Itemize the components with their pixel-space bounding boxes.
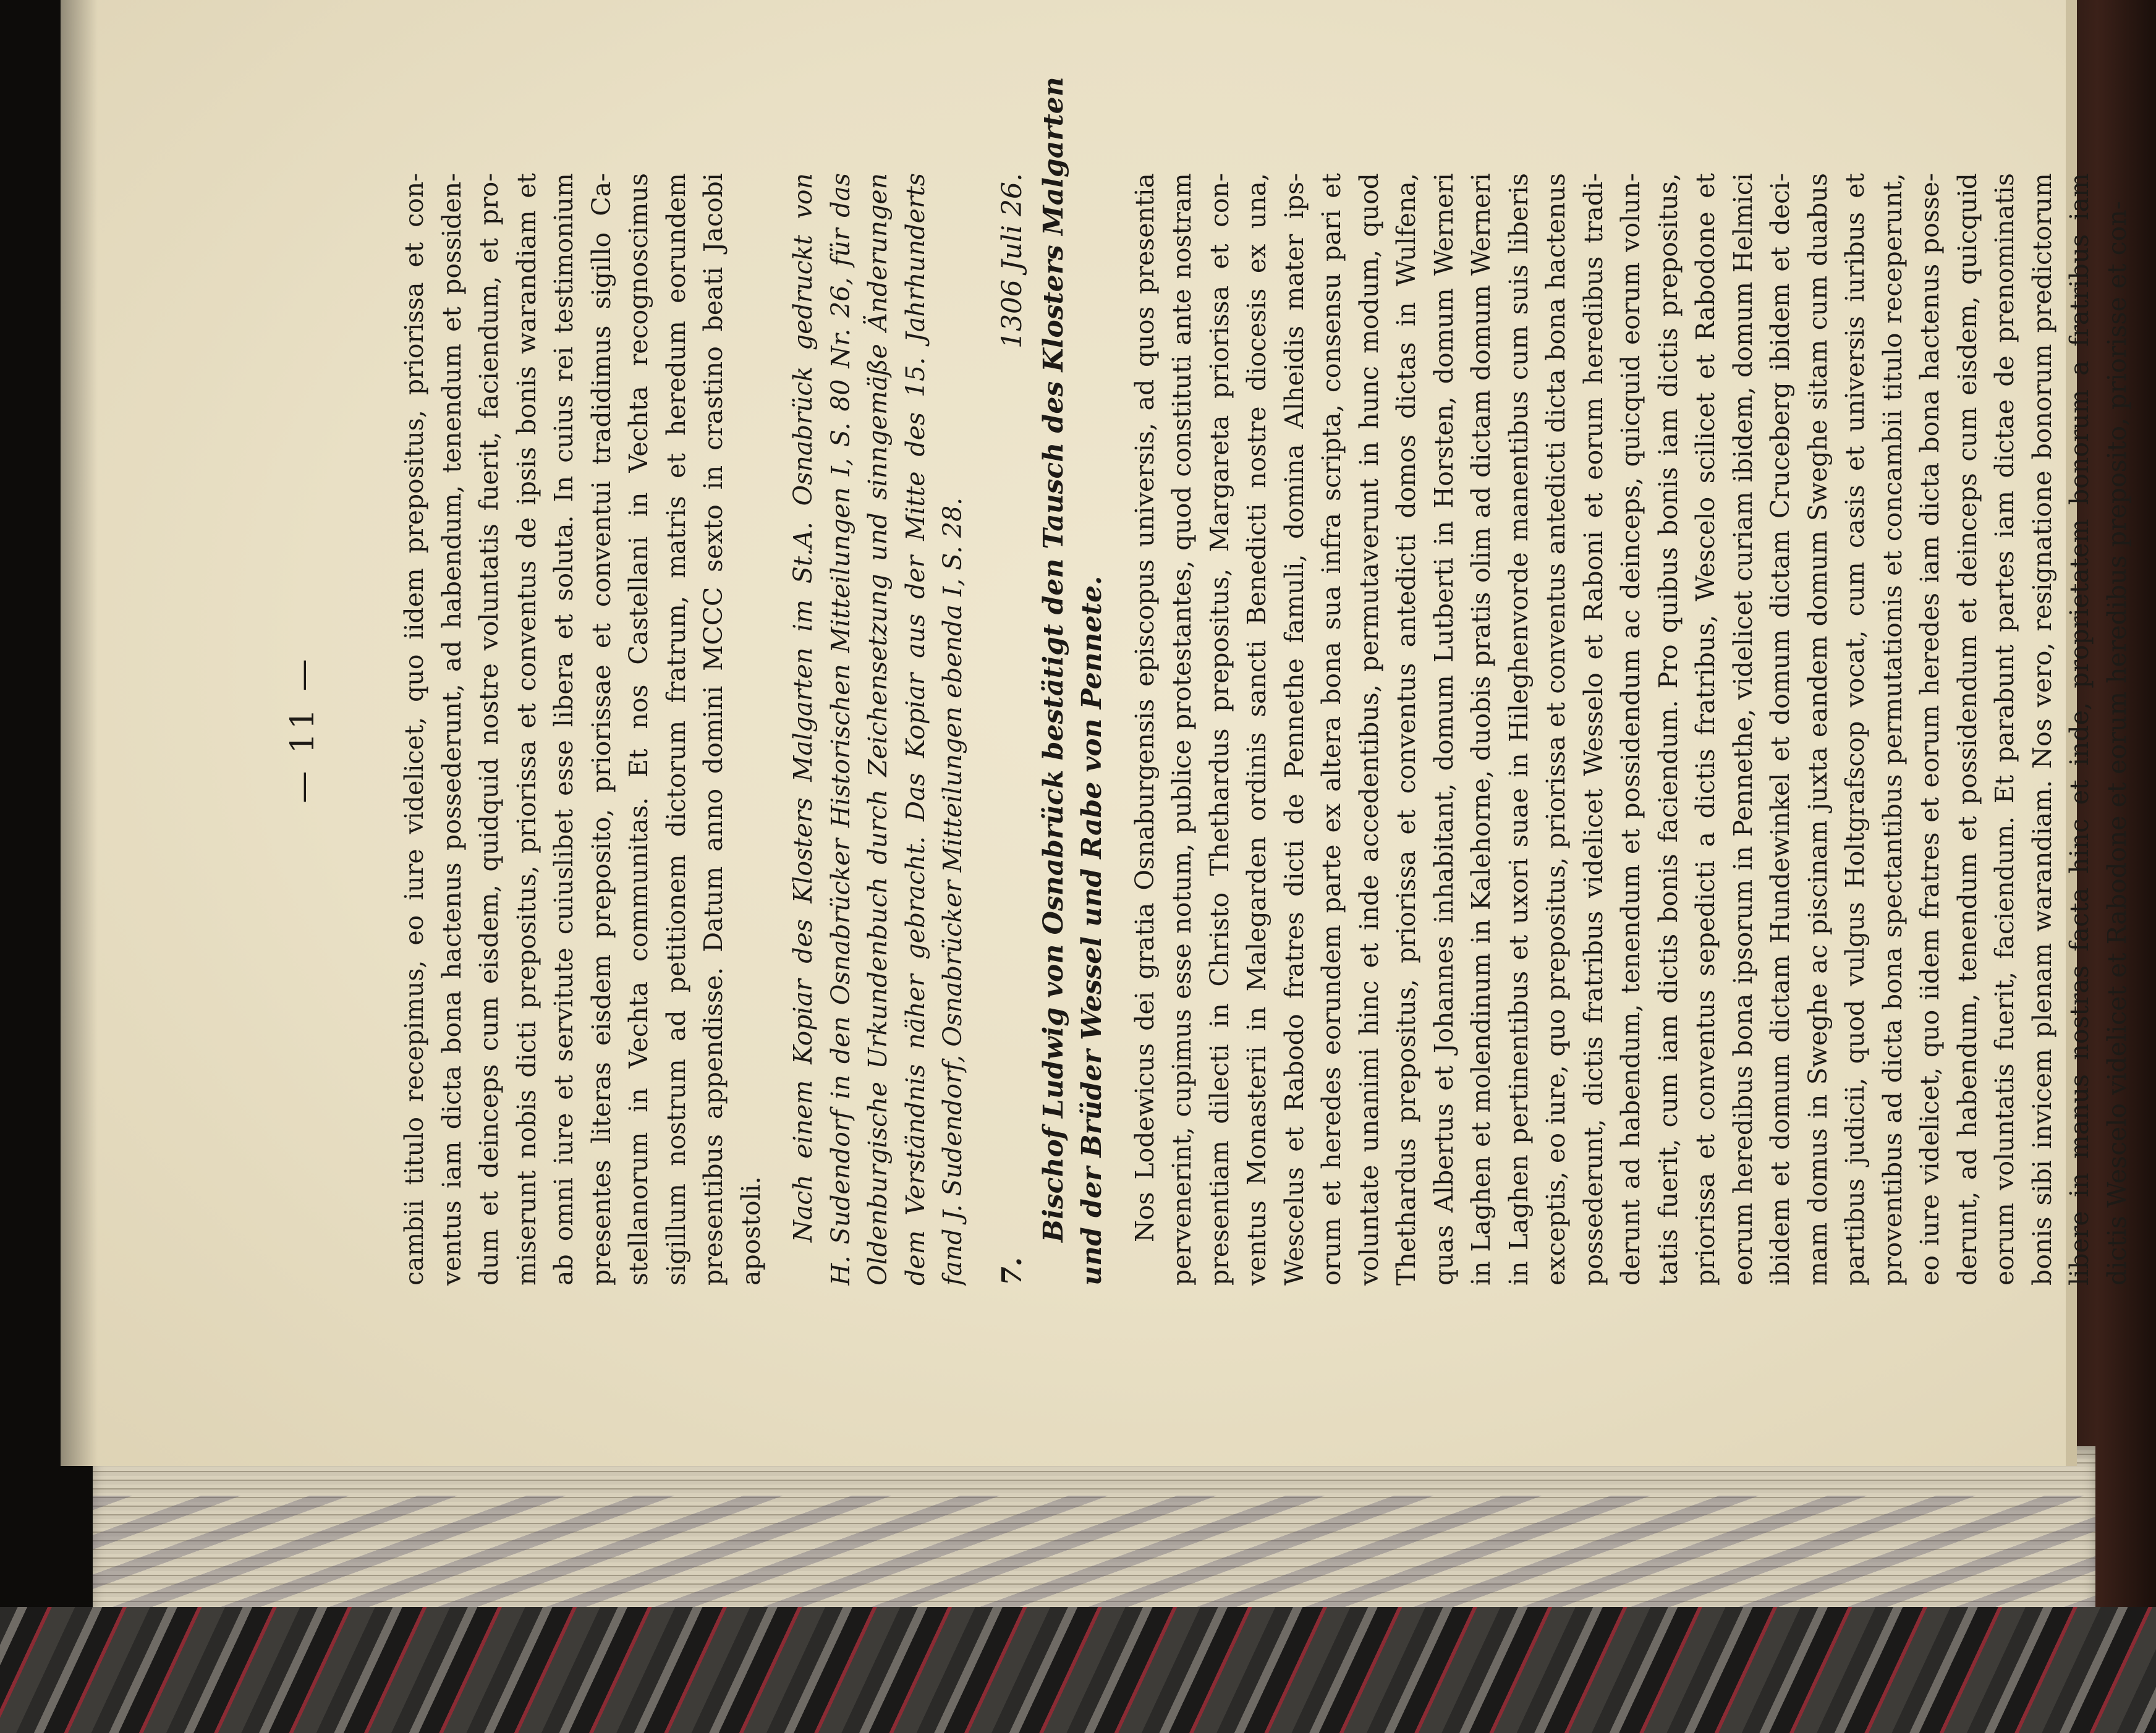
text-line: voluntate unanimi hinc et inde accedentibus, permutaverunt in hunc modum, quod <box>1354 173 1384 1286</box>
top-paragraph <box>396 173 770 1286</box>
text-line: cambii titulo recepimus, eo iure videlicet, quo iidem prepositus, priorissa et con- <box>399 173 429 1286</box>
text-line: fand J. Sudendorf, Osnabrücker Mitteilungen ebenda I, S. 28. <box>938 497 967 1286</box>
text-line: ab omni iure et servitute cuiuslibet esse libera et soluta. In cuius rei testimonium <box>549 173 579 1286</box>
text-line: Oldenburgische Urkundenbuch durch Zeichensetzung und sinngemäße Änderungen <box>863 173 893 1286</box>
text-line: Wescelus et Rabodo fratres dicti de Pennethe famuli, domina Alheidis mater ips- <box>1279 173 1309 1286</box>
text-line: Nach einem Kopiar des Klosters Malgarten im St.A. Osnabrück gedruckt von <box>788 173 818 1242</box>
text-line: dum et deinceps cum eisdem, quidquid nostre voluntatis fuerit, faciendum, et pro- <box>474 173 504 1286</box>
gutter-shadow <box>61 0 98 1466</box>
text-line: Nos Lodewicus dei gratia Osnaburgensis episcopus universis, ad quos presentia <box>1129 173 1160 1242</box>
text-line: tatis fuerit, cum iam dictis bonis faciendum. Pro quibus bonis iam dictis prepositus, <box>1653 173 1683 1286</box>
text-line: bonis sibi invicem plenam warandiam. Nos vero, resignatione bonorum predictorum <box>2027 173 2057 1286</box>
text-line: dem Verständnis näher gebracht. Das Kopiar aus der Mitte des 15. Jahrhunderts <box>900 173 930 1286</box>
text-line: orum et heredes eorundem parte ex altera bona sua infra scripta, consensu pari et <box>1317 173 1346 1286</box>
text-line: proventibus ad dicta bona spectantibus permutationis et concambii titulo receperunt, <box>1877 173 1908 1286</box>
text-line: und der Brüder Wessel und Rabe von Pennete. <box>1076 575 1108 1286</box>
text-line: presentibus appendisse. Datum anno domini MCCC sexto in crastino beati Jacobi <box>698 173 728 1286</box>
text-line: eorum voluntatis fuerit, faciendum. Et parabunt partes iam dictae de prenominatis <box>1990 173 2019 1286</box>
source-note <box>784 173 972 1286</box>
text-line: mam domus in Sweghe ac piscinam juxta eandem domum Sweghe sitam cum duabus <box>1802 173 1833 1286</box>
text-line: derunt, ad habendum, tenendum et possidendum et deinceps cum eisdem, quicquid <box>1952 173 1982 1286</box>
text-line: stellanorum in Vechta communitas. Et nos Castellani in Vechta recognoscimus <box>624 173 653 1286</box>
text-line: exceptis, eo iure, quo prepositus, priorissa et conventus antedicti dicta bona hactenus <box>1541 173 1571 1286</box>
text-line: Thethardus prepositus, priorissa et conventus antedicti domos dictas in Wulfena, <box>1391 173 1421 1286</box>
document-title <box>1035 77 1111 1286</box>
rotated-text-block <box>284 77 2132 1286</box>
text-line: pervenerint, cupimus esse notum, publice protestantes, quod constituti ante nostram <box>1167 173 1197 1286</box>
page-number: — 11 — <box>284 655 321 803</box>
text-line: partibus judicii, quod vulgus Holtgrafscop vocat, cum casis et universis iuribus et <box>1840 173 1870 1286</box>
text-line: possederunt, dictis fratribus videlicet Wesselo et Raboni et eorum heredibus tradi- <box>1578 173 1608 1286</box>
document-heading <box>990 173 1035 1286</box>
document-number: 7. <box>996 1257 1028 1286</box>
text-line: libere in manus nostras facta hinc et inde, proprietatem bonorum a fratribus iam <box>2065 173 2094 1286</box>
text-line: derunt ad habendum, tenendum et possidendum ac deinceps, quicquid eorum volun- <box>1616 173 1645 1286</box>
text-line: eorum heredibus bona ipsorum in Pennethe, videlicet curiam ibidem, domum Helmici <box>1728 173 1758 1286</box>
text-line: ventus Monasterii in Malegarden ordinis sancti Benedicti nostre diocesis ex una, <box>1242 173 1271 1286</box>
text-line: apostoli. <box>736 1176 766 1286</box>
text-line: sigillum nostrum ad petitionem dictorum fratrum, matris et heredum eorundem <box>661 173 691 1286</box>
text-line: eo iure videlicet, quo iidem fratres et eorum heredes iam dicta bona hactenus posse- <box>1915 173 1945 1286</box>
text-line: presentes literas eisdem preposito, priorissae et conventui tradidimus sigillo Ca- <box>586 173 616 1286</box>
page-edges-marbling <box>93 1496 2095 1619</box>
text-line: ibidem et domum dictam Hundewinkel et domum dictam Cruceberg ibidem et deci- <box>1765 173 1795 1286</box>
text-line: Bischof Ludwig von Osnabrück bestätigt den Tausch des Klosters Malgarten <box>1037 77 1069 1242</box>
text-line: H. Sudendorf in den Osnabrücker Historischen Mitteilungen I, S. 80 Nr. 26, für das <box>825 173 855 1286</box>
text-line: in Laghen pertinentibus et uxori suae in Hileghenvorde manentibus cum suis liberis <box>1503 173 1534 1286</box>
text-line: presentiam dilecti in Christo Thethardus prepositus, Margareta priorissa et con- <box>1204 173 1234 1286</box>
text-line: in Laghen et molendinum in Kalehorne, duobis pratis olim ad dictam domum Werneri <box>1466 173 1496 1286</box>
text-line: ventus iam dicta bona hactenus possederunt, ad habendum, tenendum et possiden- <box>436 173 467 1286</box>
text-line: miserunt nobis dicti prepositus, priorissa et conventus de ipsis bonis warandiam et <box>511 173 541 1286</box>
marbled-endpaper <box>0 1607 2156 1733</box>
text-line: dictis Wescelo videlicet et Rabodone et eorum heredibus preposito, priorisse et con- <box>2102 201 2132 1286</box>
text-line: priorissa et conventus sepedicti a dictis fratribus, Wescelo scilicet et Rabodone et <box>1691 173 1720 1286</box>
text-line: quas Albertus et Johannes inhabitant, domum Lutberti in Horsten, domum Werneri <box>1428 173 1459 1286</box>
document-body <box>1126 173 2136 1286</box>
document-date: 1306 Juli 26. <box>996 173 1028 349</box>
